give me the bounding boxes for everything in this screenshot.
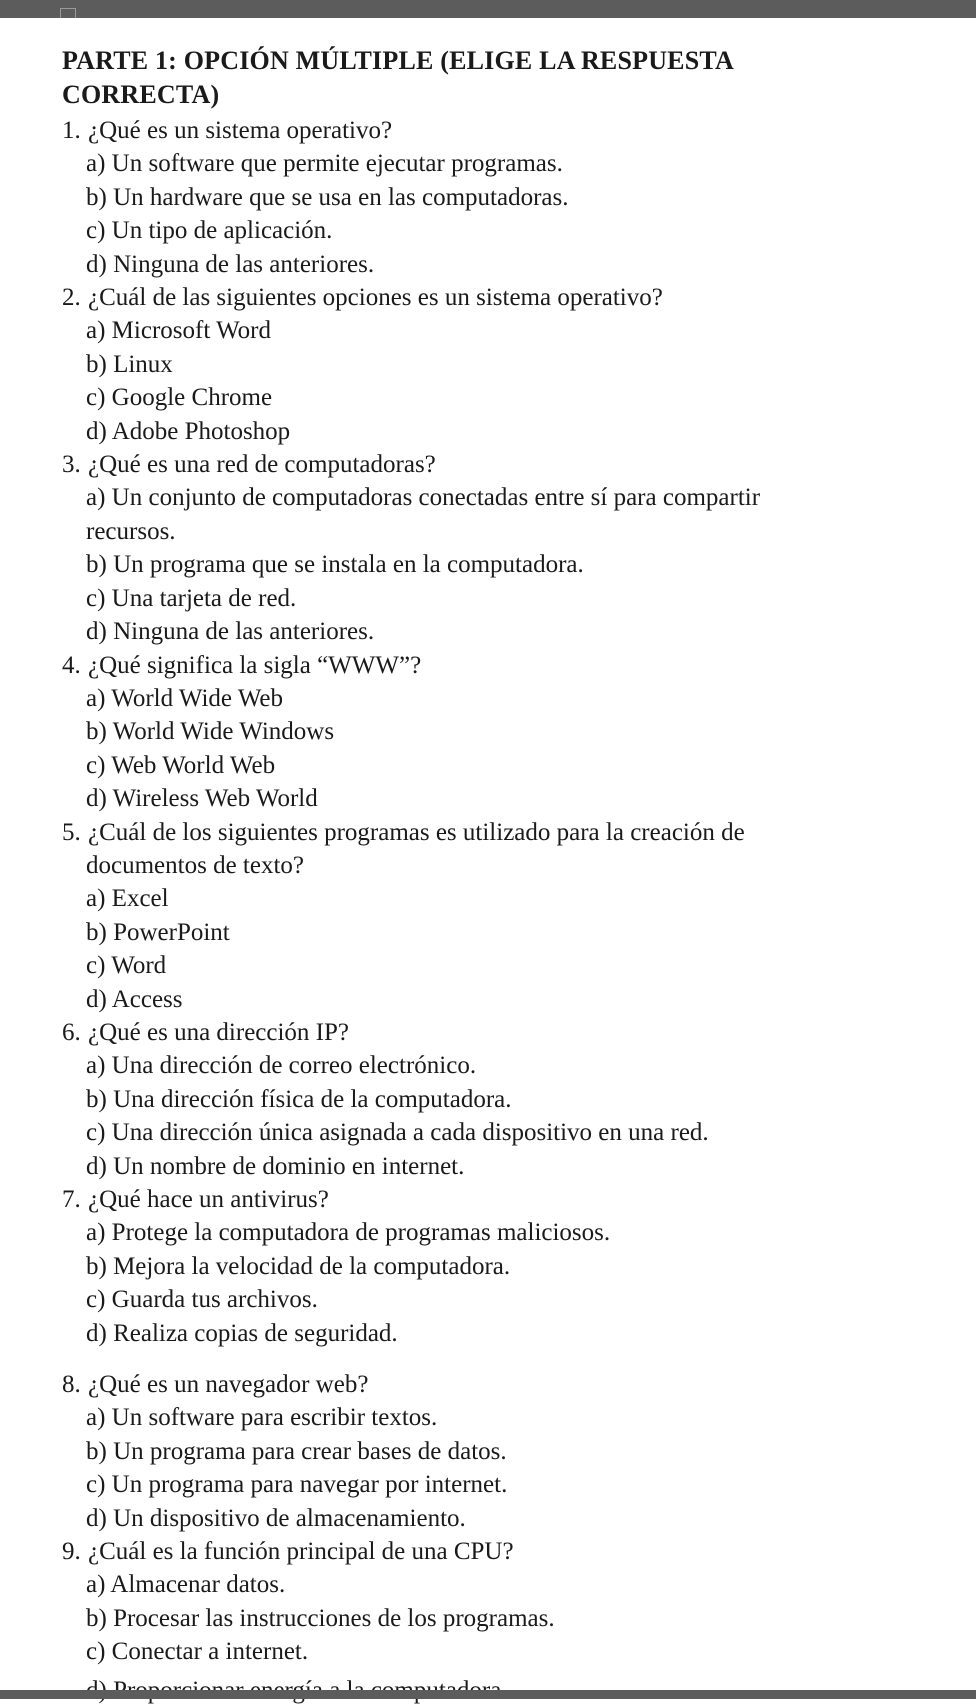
question-number: 2. bbox=[62, 284, 81, 312]
option-d-clipped bbox=[86, 1676, 508, 1690]
question-1 bbox=[62, 114, 962, 281]
option-a: a) Microsoft Word bbox=[86, 317, 271, 345]
option-b: b) Procesar las instrucciones de los programas. bbox=[86, 1604, 555, 1632]
question-number: 1. bbox=[62, 117, 81, 144]
options-list bbox=[62, 1401, 962, 1535]
question-text-continuation: documentos de texto? bbox=[86, 851, 304, 879]
question-number: 7. bbox=[62, 1186, 81, 1213]
question-4 bbox=[62, 649, 962, 816]
bottom-strip bbox=[0, 1690, 976, 1699]
option-a: a) Excel bbox=[86, 885, 169, 913]
option-a: a) Un conjunto de computadoras conectadas entre sí para compartir bbox=[86, 484, 761, 512]
option-c: c) Guarda tus archivos. bbox=[86, 1286, 318, 1314]
question-5 bbox=[62, 816, 962, 1016]
document-page bbox=[62, 44, 962, 1669]
question-8 bbox=[62, 1368, 962, 1535]
option-b: b) Mejora la velocidad de la computadora. bbox=[86, 1252, 511, 1280]
option-d: d) Un nombre de dominio en internet. bbox=[86, 1152, 465, 1180]
page-title bbox=[62, 44, 962, 112]
options-list bbox=[62, 1568, 962, 1668]
option-d: d) Ninguna de las anteriores. bbox=[86, 618, 375, 646]
option-d: d) Access bbox=[86, 985, 183, 1013]
question-text: ¿Qué es una dirección IP? bbox=[88, 1018, 349, 1046]
option-b: b) Linux bbox=[86, 350, 173, 378]
option-b: b) Una dirección física de la computadora. bbox=[86, 1085, 512, 1113]
option-b: b) Un hardware que se usa en las computadoras. bbox=[86, 183, 569, 211]
question-text: ¿Qué es una red de computadoras? bbox=[88, 451, 436, 479]
option-a: a) Una dirección de correo electrónico. bbox=[86, 1052, 477, 1080]
question-text: ¿Cuál de las siguientes opciones es un sistema operativo? bbox=[88, 284, 663, 312]
question-text: ¿Qué hace un antivirus? bbox=[88, 1186, 329, 1213]
options-list bbox=[62, 481, 962, 648]
option-b: b) Un programa para crear bases de datos. bbox=[86, 1437, 507, 1465]
question-6 bbox=[62, 1016, 962, 1183]
question-9 bbox=[62, 1535, 962, 1669]
options-list bbox=[62, 1216, 962, 1350]
option-d: d) Un dispositivo de almacenamiento. bbox=[86, 1504, 466, 1532]
question-2 bbox=[62, 281, 962, 448]
section-gap bbox=[62, 1350, 962, 1368]
question-text: ¿Qué es un sistema operativo? bbox=[88, 117, 393, 144]
question-text: ¿Cuál es la función principal de una CPU? bbox=[88, 1538, 514, 1566]
option-d: d) Wireless Web World bbox=[86, 785, 318, 813]
question-number: 6. bbox=[62, 1018, 81, 1046]
option-a: a) Protege la computadora de programas maliciosos. bbox=[86, 1219, 611, 1247]
option-a-continuation: recursos. bbox=[86, 517, 176, 545]
options-list bbox=[62, 1049, 962, 1183]
option-c: c) Un programa para navegar por internet. bbox=[86, 1471, 508, 1499]
option-c: c) Un tipo de aplicación. bbox=[86, 217, 333, 245]
question-text: ¿Qué es un navegador web? bbox=[88, 1371, 369, 1399]
options-list bbox=[62, 147, 962, 281]
title-line-2: CORRECTA) bbox=[62, 80, 220, 109]
title-line-1: PARTE 1: OPCIÓN MÚLTIPLE (ELIGE LA RESPUESTA bbox=[62, 46, 734, 75]
top-toolbar-strip bbox=[0, 0, 976, 18]
option-a: a) Un software para escribir textos. bbox=[86, 1404, 438, 1432]
option-a: a) World Wide Web bbox=[86, 684, 284, 712]
options-list bbox=[62, 882, 962, 1016]
option-d: d) Ninguna de las anteriores. bbox=[86, 250, 375, 278]
option-d: d) Adobe Photoshop bbox=[86, 417, 291, 445]
question-number: 4. bbox=[62, 651, 81, 679]
option-c: c) Word bbox=[86, 952, 167, 980]
option-b: b) PowerPoint bbox=[86, 918, 230, 946]
option-a: a) Un software que permite ejecutar programas. bbox=[86, 150, 563, 178]
option-c: c) Conectar a internet. bbox=[86, 1638, 309, 1666]
question-text: ¿Cuál de los siguientes programas es utilizado para la creación de bbox=[88, 818, 745, 846]
option-c: c) Web World Web bbox=[86, 751, 276, 779]
tab-handle-icon bbox=[60, 8, 76, 18]
options-list bbox=[62, 314, 962, 448]
option-c: c) Una dirección única asignada a cada dispositivo en una red. bbox=[86, 1119, 709, 1147]
option-c: c) Google Chrome bbox=[86, 384, 273, 412]
option-b: b) Un programa que se instala en la computadora. bbox=[86, 551, 584, 579]
options-list bbox=[62, 682, 962, 816]
question-7 bbox=[62, 1183, 962, 1350]
question-3 bbox=[62, 448, 962, 648]
question-number: 3. bbox=[62, 451, 81, 479]
question-number: 9. bbox=[62, 1538, 81, 1566]
question-number: 5. bbox=[62, 818, 81, 846]
question-text: ¿Qué significa la sigla “WWW”? bbox=[88, 651, 422, 679]
option-a: a) Almacenar datos. bbox=[86, 1571, 286, 1599]
option-d: d) Realiza copias de seguridad. bbox=[86, 1319, 398, 1347]
option-c: c) Una tarjeta de red. bbox=[86, 584, 297, 612]
option-b: b) World Wide Windows bbox=[86, 718, 335, 746]
question-number: 8. bbox=[62, 1371, 81, 1399]
